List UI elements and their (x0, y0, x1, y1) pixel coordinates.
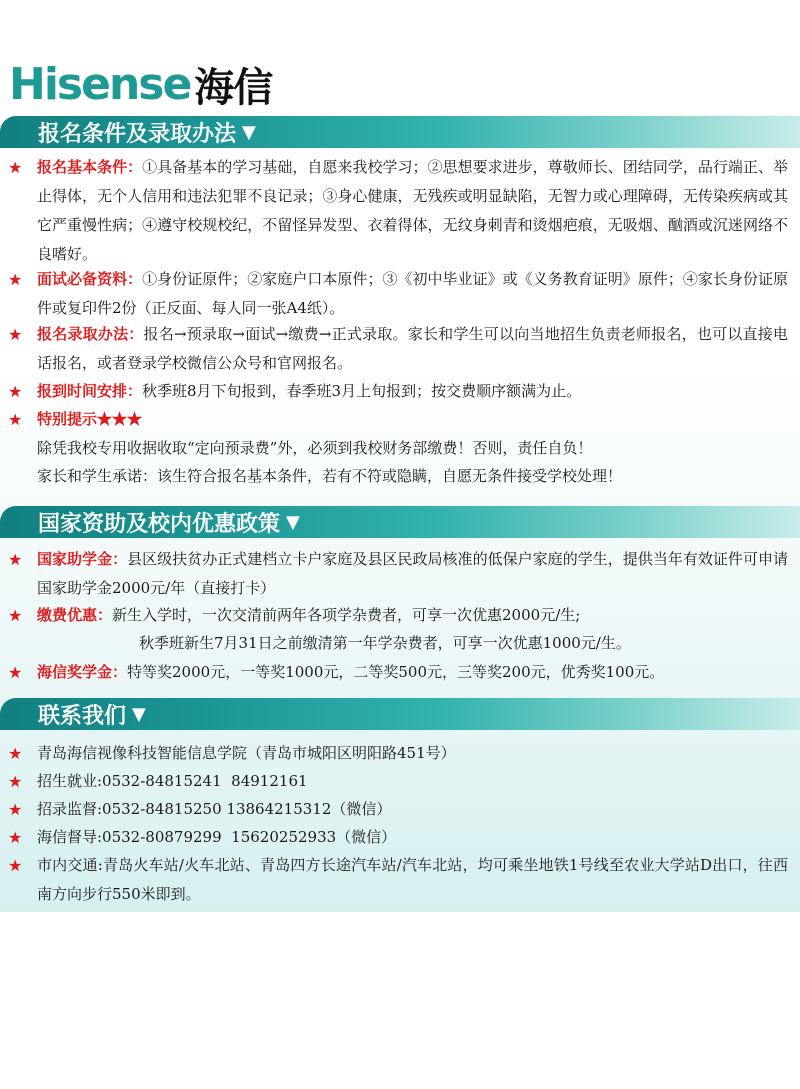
list-item (8, 629, 788, 658)
hisense-logo (9, 58, 273, 111)
star-icon: ★ (8, 800, 23, 819)
contact-item (8, 767, 788, 796)
contact-text: 招生就业:0532-84815241 84912161 (37, 772, 308, 790)
section-title: 国家资助及校内优惠政策 (38, 510, 281, 537)
section-banner-admission (0, 116, 800, 148)
list-item (8, 153, 788, 269)
item-text: 特等奖2000元，一等奖1000元，二等奖500元，三等奖200元，优秀奖100元。 (127, 663, 665, 681)
contact-item (8, 851, 788, 909)
star-icon: ★ (8, 550, 23, 569)
star-icon: ★ (8, 410, 23, 429)
section-title: 联系我们 (38, 702, 127, 729)
contact-item (8, 739, 788, 768)
item-text: ①具备基本的学习基础，自愿来我校学习；②思想要求进步，尊敬师长、团结同学，品行端正、举止得体，无个人信用和违法犯罪不良记录；③身心健康，无残疾或明显缺陷，无智力或心理障碍，无传染疾病或其它严重慢性病；④遵守校规校纪，不留怪异发型、衣着得体，无纹身刺青和烫烟疤痕，无吸烟、酗酒或沉迷网络不良嗜好。 (37, 158, 788, 263)
section-banner-aid (0, 506, 800, 538)
star-icon: ★ (8, 606, 23, 625)
section-title: 报名条件及录取办法 (38, 120, 237, 147)
star-icon: ★ (8, 325, 23, 344)
contact-text: 招录监督:0532-84815250 13864215312（微信） (37, 800, 392, 818)
star-icon: ★ (8, 856, 23, 875)
item-label: 报名基本条件： (37, 158, 143, 176)
star-icon: ★ (8, 744, 23, 763)
contact-text: 市内交通:青岛火车站/火车北站、青岛四方长途汽车站/汽车北站，均可乘坐地铁1号线至农业大学站D出口，往西南方向步行550米即到。 (37, 856, 788, 903)
item-label: 特别提示★★★ (37, 410, 143, 428)
item-text: ①身份证原件；②家庭户口本原件；③《初中毕业证》或《义务教育证明》原件；④家长身份证原件或复印件2份（正反面、每人同一张A4纸）。 (37, 270, 788, 317)
item-text: 报名→预录取→面试→缴费→正式录取。家长和学生可以向当地招生负责老师报名，也可以直接电话报名，或者登录学校微信公众号和官网报名。 (37, 325, 788, 372)
item-label: 报名录取办法： (37, 325, 144, 343)
item-label: 缴费优惠： (37, 606, 113, 624)
triangle-down-icon: ▼ (242, 121, 256, 143)
list-item (8, 377, 788, 406)
list-item (8, 265, 788, 323)
item-text: 县区级扶贫办正式建档立卡户家庭及县区民政局核准的低保户家庭的学生，提供当年有效证件可申请国家助学金2000元/年（直接打卡） (37, 550, 788, 597)
item-text: 秋季班新生7月31日之前缴清第一年学杂费者，可享一次优惠1000元/生。 (139, 634, 631, 652)
contact-text: 青岛海信视像科技智能信息学院（青岛市城阳区明阳路451号） (37, 744, 456, 762)
notice-line: 除凭我校专用收据收取“定向预录费”外，必须到我校财务部缴费！否则，责任自负！ (37, 439, 593, 457)
star-icon: ★ (8, 772, 23, 791)
star-icon: ★ (8, 270, 23, 289)
item-label: 面试必备资料： (37, 270, 143, 288)
list-item (8, 320, 788, 378)
list-item (8, 405, 788, 434)
item-label: 海信奖学金： (37, 663, 128, 681)
list-item (8, 658, 788, 687)
triangle-down-icon: ▼ (286, 511, 300, 533)
logo-english: Hisense (9, 58, 191, 110)
triangle-down-icon: ▼ (132, 703, 146, 725)
star-icon: ★ (8, 382, 23, 401)
logo-chinese: 海信 (194, 64, 273, 111)
item-label: 国家助学金： (37, 550, 128, 568)
star-icon: ★ (8, 663, 23, 682)
contact-item (8, 795, 788, 824)
item-label: 报到时间安排： (37, 382, 143, 400)
contact-item (8, 823, 788, 852)
item-text: 新生入学时，一次交清前两年各项学杂费者，可享一次优惠2000元/生; (112, 606, 581, 624)
section-banner-contact (0, 698, 800, 730)
list-item (8, 545, 788, 603)
list-item (8, 601, 788, 630)
notice-line: 家长和学生承诺：该生符合报名基本条件，若有不符或隐瞒，自愿无条件接受学校处理！ (37, 467, 623, 485)
contact-text: 海信督导:0532-80879299 15620252933（微信） (37, 828, 397, 846)
star-icon: ★ (8, 828, 23, 847)
star-icon: ★ (8, 158, 23, 177)
item-text: 秋季班8月下旬报到，春季班3月上旬报到；按交费顺序额满为止。 (142, 382, 582, 400)
